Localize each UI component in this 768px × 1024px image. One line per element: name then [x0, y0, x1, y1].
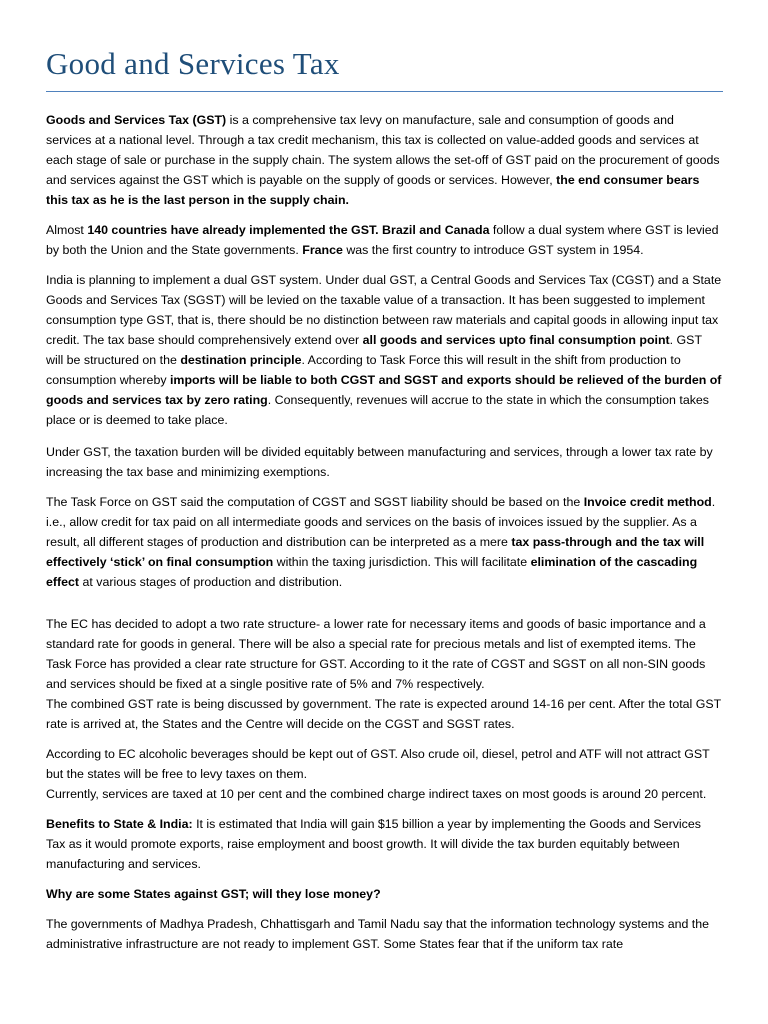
document-body: [46, 110, 722, 964]
paragraph-countries: Almost 140 countries have already implemented the GST. Brazil and Canada follow a dual system where GST is levied by both the Union and the State governments. France was the first country to introduce GST system in 1954.: [46, 223, 719, 257]
paragraph-combined-rate: The combined GST rate is being discussed by government. The rate is expected around 14-16 per cent. After the total GST rate is arrived at, the States and the Centre will decide on the CGST and SGST rates.: [46, 697, 721, 731]
paragraph-rate-structure: The EC has decided to adopt a two rate structure- a lower rate for necessary items and goods of basic importance and a standard rate for goods in general. There will be also a special rate for precious metals and list of exempted items. The Task Force has provided a clear rate structure for GST. According to it the rate of CGST and SGST on all non-SIN goods and services should be fixed at a single positive rate of 5% and 7% respectively.: [46, 617, 706, 691]
paragraph-task-force: The Task Force on GST said the computation of CGST and SGST liability should be based on the Invoice credit method. i.e., allow credit for tax paid on all intermediate goods and services on the basis of invoices issued by the supplier. As a result, all different stages of production and distribution can be interpreted as a mere tax pass-through and the tax will effectively ‘stick’ on final consumption within the taxing jurisdiction. This will facilitate elimination of the cascading effect at various stages of production and distribution.: [46, 495, 716, 589]
paragraph-benefits: Benefits to State & India: It is estimated that India will gain $15 billion a year by implementing the Goods and Services Tax as it would promote exports, raise employment and boost growth. It will divide the tax burden equitably between manufacturing and services.: [46, 817, 701, 871]
paragraph-alcoholic-beverages: According to EC alcoholic beverages should be kept out of GST. Also crude oil, diesel, petrol and ATF will not attract GST but the states will be free to levy taxes on them.: [46, 747, 710, 781]
paragraph-taxation-burden: Under GST, the taxation burden will be divided equitably between manufacturing and services, through a lower tax rate by increasing the tax base and minimizing exemptions.: [46, 445, 713, 479]
paragraph-dual-gst: India is planning to implement a dual GST system. Under dual GST, a Central Goods and Services Tax (CGST) and a State Goods and Services Tax (SGST) will be levied on the taxable value of a transaction. It has been suggested to implement consumption type GST, that is, there should be no distinction between raw materials and capital goods in allowing input tax credit. The tax base should comprehensively extend over all goods and services upto final consumption point. GST will be structured on the destination principle. According to Task Force this will result in the shift from production to consumption whereby imports will be liable to both CGST and SGST and exports should be relieved of the burden of goods and services tax by zero rating. Consequently, revenues will accrue to the state in which the consumption takes place or is deemed to take place.: [46, 273, 722, 427]
paragraph-services-tax: Currently, services are taxed at 10 per cent and the combined charge indirect taxes on most goods is around 20 percent.: [46, 787, 707, 801]
paragraph-gst-intro: Goods and Services Tax (GST) is a comprehensive tax levy on manufacture, sale and consumption of goods and services at a national level. Through a tax credit mechanism, this tax is collected on value-added goods and services at each stage of sale or purchase in the supply chain. The system allows the set-off of GST paid on the procurement of goods and services against the GST which is payable on the supply of goods or services. However, the end consumer bears this tax as he is the last person in the supply chain.: [46, 113, 720, 207]
question-heading: Why are some States against GST; will they lose money?: [46, 887, 381, 901]
title-underline: [46, 91, 723, 92]
page-title: Good and Services Tax: [46, 46, 340, 81]
paragraph-states-against: The governments of Madhya Pradesh, Chhattisgarh and Tamil Nadu say that the information technology systems and the administrative infrastructure are not ready to implement GST. Some States fear that if the uniform tax rate: [46, 917, 710, 951]
